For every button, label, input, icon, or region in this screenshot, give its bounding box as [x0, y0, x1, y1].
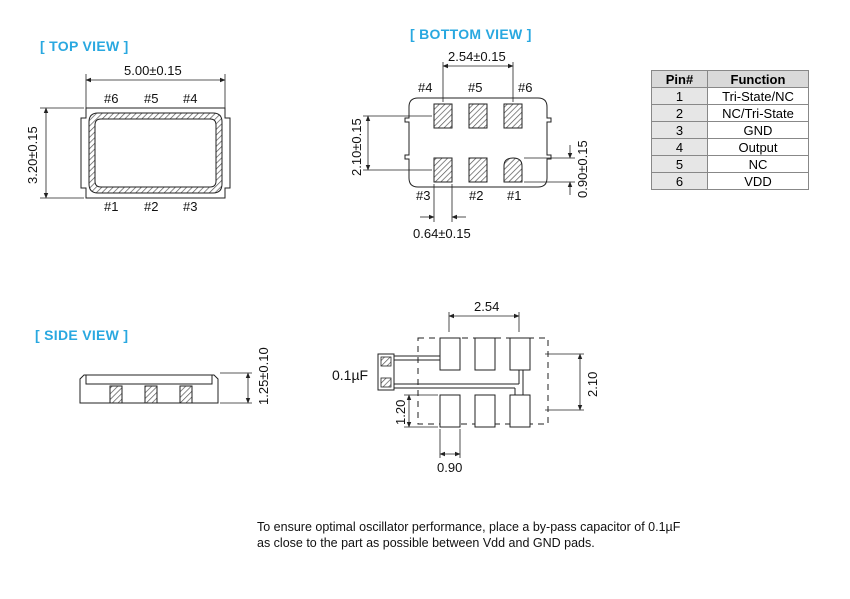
bottom-pin-6: #6: [518, 80, 533, 95]
function-header: Function: [708, 71, 809, 88]
pin-function: GND: [708, 122, 809, 139]
side-view-title: [ SIDE VIEW ]: [35, 327, 129, 343]
top-width-dim: 5.00±0.15: [124, 63, 182, 78]
bottom-pin-2: #2: [469, 188, 484, 203]
land-pattern: [378, 312, 584, 458]
bottom-pin-5: #5: [468, 80, 483, 95]
side-view-package: [80, 373, 252, 403]
top-pin-6: #6: [104, 91, 119, 106]
top-height-dim: 3.20±0.15: [25, 126, 40, 184]
side-height-dim: 1.25±0.10: [256, 347, 271, 405]
table-row: [652, 156, 809, 173]
table-row: [652, 88, 809, 105]
top-pin-2: #2: [144, 199, 159, 214]
table-row: [652, 105, 809, 122]
top-pin-3: #3: [183, 199, 198, 214]
top-view-package: [40, 74, 230, 198]
pin-number: 2: [652, 105, 708, 122]
top-pin-4: #4: [183, 91, 198, 106]
note-line-2: as close to the part as possible between Vdd and GND pads.: [257, 536, 595, 550]
land-pad-height-dim: 1.20: [393, 399, 408, 425]
top-view-title: [ TOP VIEW ]: [40, 38, 129, 54]
bottom-pad-height-dim: 0.90±0.15: [575, 140, 590, 198]
land-pitch-dim: 2.54: [474, 299, 500, 314]
table-row: [652, 173, 809, 190]
pin-function: Tri-State/NC: [708, 88, 809, 105]
table-row: [652, 122, 809, 139]
bottom-pin-4: #4: [418, 80, 433, 95]
pin-function: NC: [708, 156, 809, 173]
top-pin-1: #1: [104, 199, 119, 214]
bottom-row-dim: 2.10±0.15: [349, 118, 364, 176]
pin-number: 3: [652, 122, 708, 139]
capacitor-label: 0.1µF: [332, 367, 369, 383]
pin-function: VDD: [708, 173, 809, 190]
bottom-pin-1: #1: [507, 188, 522, 203]
pin-number: 5: [652, 156, 708, 173]
pin-function: Output: [708, 139, 809, 156]
bottom-pad-width-dim: 0.64±0.15: [413, 226, 471, 241]
table-row: [652, 139, 809, 156]
land-row-dim: 2.10: [585, 371, 600, 397]
bottom-pin-3: #3: [416, 188, 431, 203]
note-line-1: To ensure optimal oscillator performance, place a by-pass capacitor of 0.1µF: [257, 520, 681, 534]
bypass-note: [257, 519, 680, 551]
top-pin-5: #5: [144, 91, 159, 106]
land-pad-width-dim: 0.90: [437, 460, 463, 475]
pin-number: 4: [652, 139, 708, 156]
bottom-pitch-dim: 2.54±0.15: [448, 49, 506, 64]
bottom-view-title: [ BOTTOM VIEW ]: [410, 26, 532, 42]
pin-header: Pin#: [652, 71, 708, 88]
pin-number: 1: [652, 88, 708, 105]
table-header-row: [652, 71, 809, 88]
pin-number: 6: [652, 173, 708, 190]
pin-function: NC/Tri-State: [708, 105, 809, 122]
pin-function-table: [651, 70, 809, 190]
